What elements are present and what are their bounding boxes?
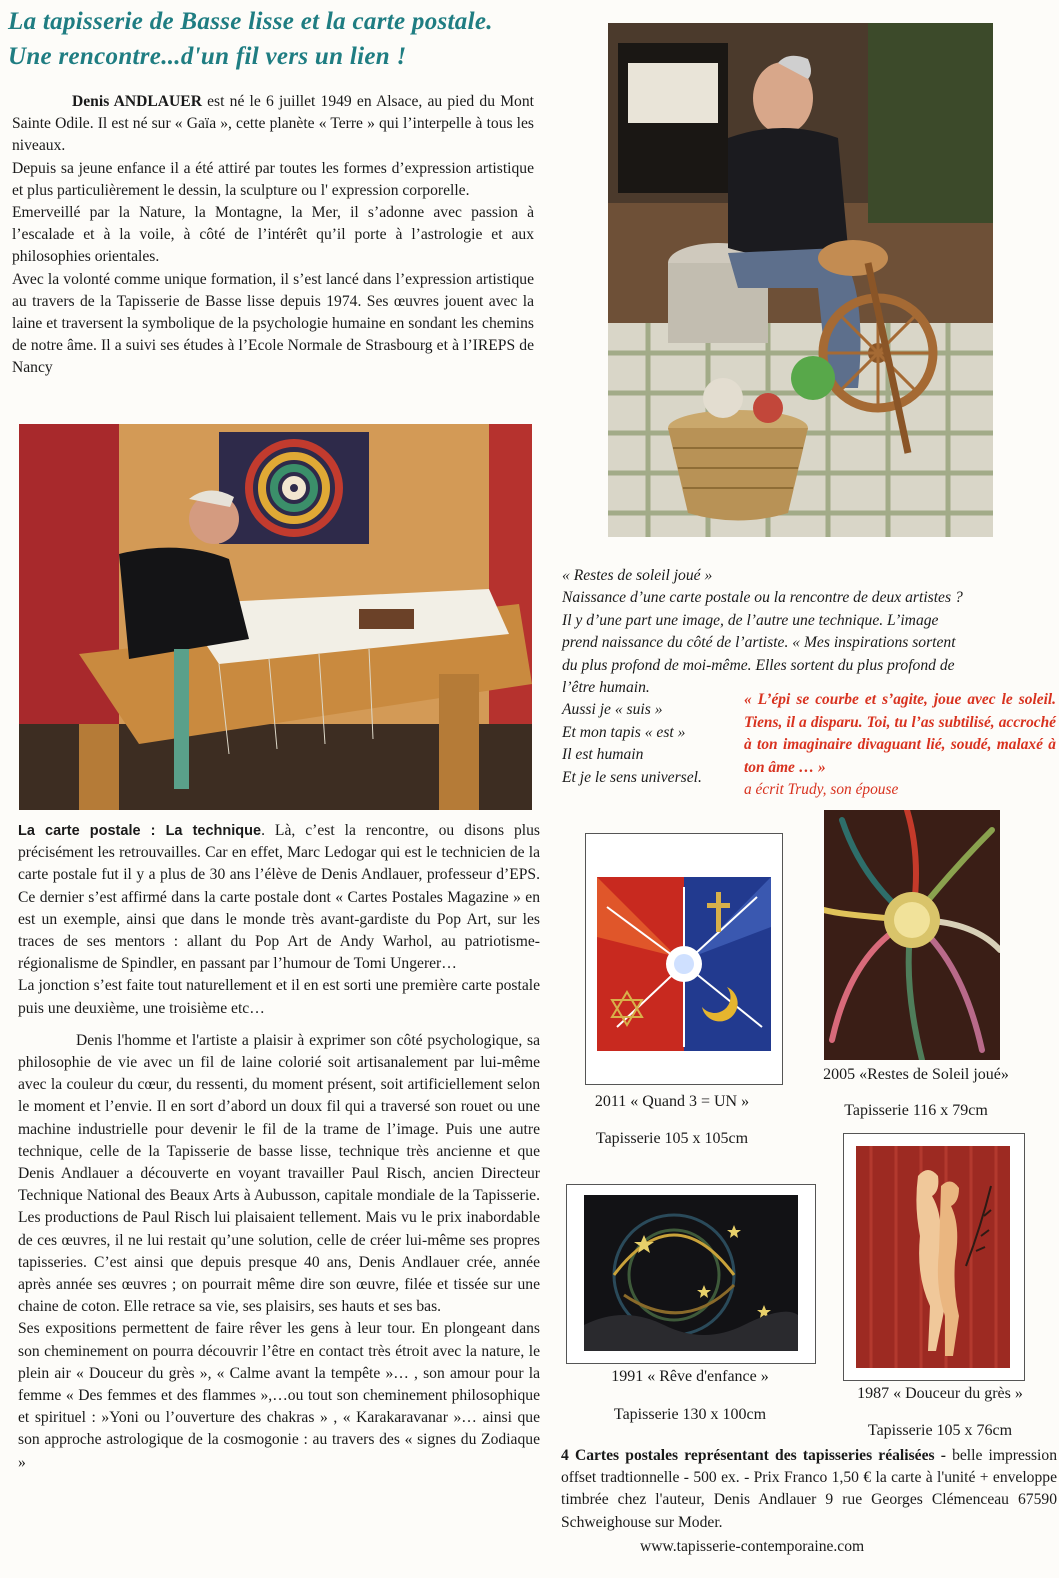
tapestry-douceur-du-gres	[856, 1146, 1010, 1368]
technique-p1-text: . Là, c’est la rencontre, ou disons plus précisément les retrouvailles. Car en effet, Marc Ledogar qui est le technicien de la carte postale fut il y a plus de 30 ans l’élève de Denis Andlauer, professeur d’EPS. Ce dernier s’est affirmé dans la carte postale dont « Cartes Postales Magazine » en est un exemple, ainsi que dans le monde très avant-gardiste du Pop Art, sur les traces de ses mentors : allant du Pop Art de Andy Warhol, au patriotisme- régionalisme de Spindler, en passant par l’humour de Tomi Ungerer…	[18, 822, 540, 973]
quote-line: Naissance d’une carte postale ou la rencontre de deux artistes ?	[562, 589, 963, 607]
technique-paragraph-4: Ses expositions permettent de faire rêver les gens à leur tour. En plongeant dans son cheminement on pourra découvrir l’être en contact très étroit avec la nature, le plein air « Douceur du grès », « Calme avant la tempête »… , son amour pour la femme « Des femmes et des flammes »,…ou tout son cheminement philosophique et spirituel : »Yoni ou l’ouverture des chakras » , « Karakaravanar »… ainsi que son approche astrologique de la cosmogonie : au travers des « signes du Zodiaque »	[18, 1320, 540, 1471]
article-title	[8, 4, 603, 74]
title-line-2: Une rencontre...d'un fil vers un lien !	[8, 43, 407, 70]
dims-restes-de-soleil-joue: Tapisserie 116 x 79cm	[844, 1102, 988, 1119]
quote-line: Il est humain	[562, 746, 644, 764]
footer-details: belle impression offset tradtionnelle - 500 ex. - Prix Franco 1,50 € la carte à l'unité + enveloppe timbrée chez l'auteur, Denis Andlauer 9 rue Georges Clémenceau 67590 Schweighouse sur Moder.	[561, 1447, 1057, 1531]
quote-line: Il y d’une part une image, de l’autre une technique. L’image	[562, 611, 939, 629]
red-quote-attribution: a écrit Trudy, son épouse	[744, 781, 899, 798]
quote-line: prend naissance du côté de l’artiste. « Mes inspirations sortent	[562, 634, 956, 652]
quote-line: du plus profond de moi-même. Elles sortent du plus profond de	[562, 656, 955, 674]
artist-name: Denis ANDLAUER	[72, 93, 202, 110]
tapestry-restes-de-soleil-joue	[824, 810, 1000, 1060]
intro-paragraph-2: Depuis sa jeune enfance il a été attiré par toutes les formes d’expression artistique et plus particulièrement le dessin, la sculpture ou l' expression corporelle.	[12, 159, 534, 199]
footer-heading: 4 Cartes postales représentant des tapisseries réalisées -	[561, 1447, 946, 1464]
footer-text	[561, 1445, 1057, 1534]
caption-quand-3-un: 2011 « Quand 3 = UN »	[594, 1093, 750, 1110]
postcard-reve-d-enfance	[566, 1184, 816, 1364]
technique-paragraph-1	[18, 820, 540, 975]
dims-douceur-du-gres: Tapisserie 105 x 76cm	[867, 1422, 1013, 1439]
photo-loom	[19, 424, 532, 810]
tapestry-quand-3-un	[597, 877, 771, 1051]
technique-heading: La carte postale : La technique	[18, 823, 262, 839]
dims-reve-d-enfance: Tapisserie 130 x 100cm	[613, 1406, 767, 1423]
intro-paragraph-4: Avec la volonté comme unique formation, il s’est lancé dans l’expression artistique au travers de la Tapisserie de Basse lisse depuis 1974. Ses œuvres jouent avec la laine et traversent la symbolique de la psychologie humaine en sondant les chemins de notre âme. Il a suivi ses études à l’Ecole Normale de Strasbourg et à l’IREPS de Nancy	[12, 270, 534, 377]
quote-line: Aussi je « suis »	[562, 701, 663, 719]
intro-paragraph-3: Emerveillé par la Nature, la Montagne, la Mer, il s’adonne avec passion à l’escalade et à la voile, à côté de l’intérêt qu’il porte à l’astrologie et aux philosophies orientales.	[12, 204, 534, 266]
postcard-quand-3-un	[585, 833, 783, 1085]
postcard-douceur-du-gres	[843, 1133, 1025, 1381]
title-line-1: La tapisserie de Basse lisse et la carte postale.	[8, 8, 493, 35]
quote-line: « Restes de soleil joué »	[562, 567, 713, 584]
website-url[interactable]: www.tapisserie-contemporaine.com	[640, 1538, 865, 1555]
photo-spinning-wheel	[608, 23, 993, 537]
quote-line: Et je le sens universel.	[562, 768, 702, 786]
technique-text	[18, 820, 540, 1474]
red-quote-text: « L’épi se courbe et s’agite, joue avec le soleil. Tiens, il a disparu. Toi, tu l’as subtilisé, accroché à ton imaginaire divaguant lié, soudé, malaxé à ton âme … »	[744, 691, 1056, 776]
caption-restes-de-soleil-joue: 2005 «Restes de Soleil joué»	[823, 1066, 1009, 1083]
technique-paragraph-3: Denis l'homme et l'artiste a plaisir à exprimer son côté psychologique, sa philosophie de vie avec un fil de laine colorié soit artisanalement par lui-même avec la couleur du cœur, du ressenti, du moment présent, soit artificiellement selon le moment et l’envie. Il en sort d’abord un doux fil qui a traversé son rouet ou une machine industrielle pour devenir le fil de la trame de l’image. Puis une autre technique, celle de la Tapisserie de basse lisse, technique très ancienne et que Denis Andlauer a découverte en voyant travailler Paul Risch, ancien Directeur Technique National des Beaux Arts à Aubusson, capitale mondiale de la Tapisserie. Les productions de Paul Risch lui plaisaient tellement. Mais vu le prix inabordable de ces œuvres, il ne lui restait qu’une solution, celle de créer lui-même ses propres tapisseries. C’est ainsi que depuis presque 40 ans, Denis Andlauer crée, année après année ses œuvres ; on pourrait même dire son œuvre, filée et tissée sur une chaine de coton. Elle retrace sa vie, ses plaisirs, ses hauts et ses bas.	[18, 1031, 540, 1316]
tapestry-reve-d-enfance	[584, 1195, 798, 1351]
quote-line: Et mon tapis « est »	[562, 723, 686, 741]
quote-line: l’être humain.	[562, 679, 650, 697]
intro-text	[12, 91, 534, 380]
intro-paragraph-1	[12, 91, 534, 158]
technique-paragraph-2: La jonction s’est faite tout naturellement et il en est sorti une première carte postale puis une deuxième, une troisième etc…	[18, 977, 540, 1017]
intro-p1-text: est né le 6 juillet 1949 en Alsace, au pied du Mont Sainte Odile. Il est né sur « Gaïa », cette planète « Terre » qui l’interpelle à tous les niveaux.	[12, 93, 534, 155]
caption-reve-d-enfance: 1991 « Rêve d'enfance »	[611, 1368, 769, 1385]
red-quote	[744, 689, 1056, 802]
dims-quand-3-un: Tapisserie 105 x 105cm	[595, 1130, 749, 1147]
caption-douceur-du-gres: 1987 « Douceur du grès »	[857, 1385, 1023, 1402]
